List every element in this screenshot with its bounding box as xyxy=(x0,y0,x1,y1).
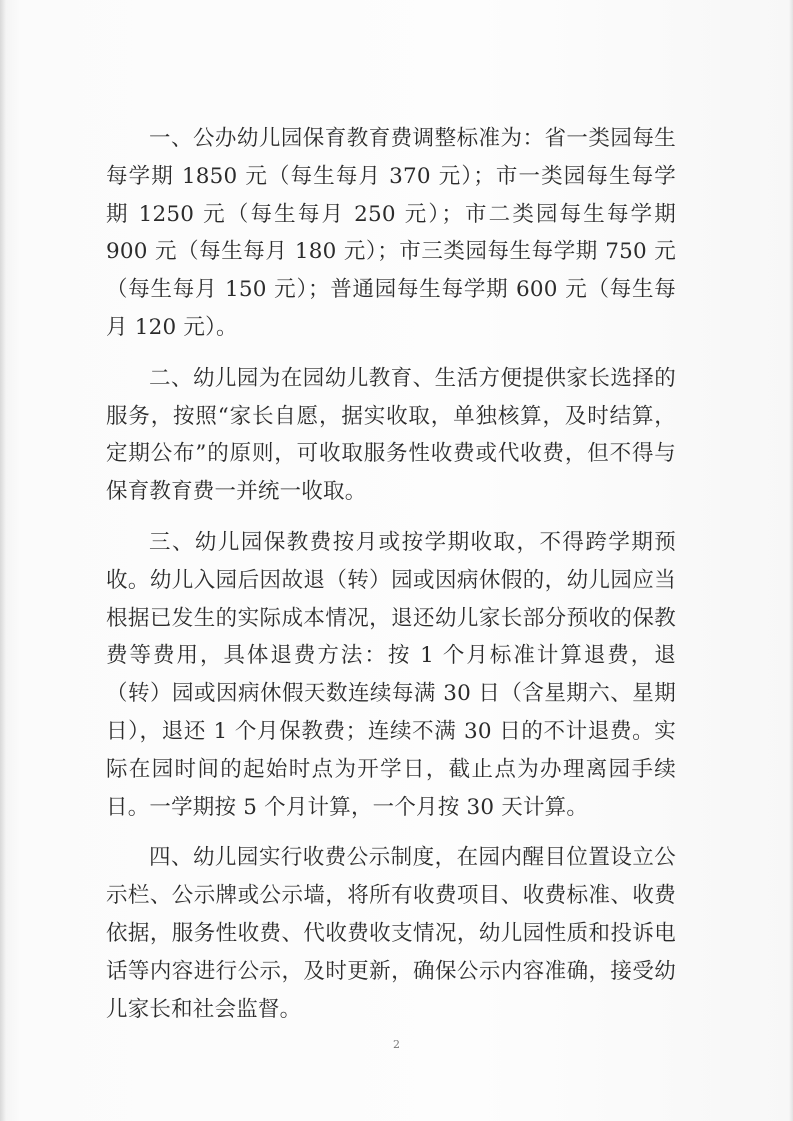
page-number: 2 xyxy=(393,1038,400,1051)
paragraph-service-charges: 二、幼儿园为在园幼儿教育、生活方便提供家长选择的服务，按照“家长自愿，据实收取，单独核算，及时结算，定期公布”的原则，可收取服务性收费或代收费，但不得与保育教育费一并统一收取。 xyxy=(106,365,676,505)
scan-shadow-right xyxy=(789,0,793,1121)
paragraph-refund-policy: 三、幼儿园保教费按月或按学期收取，不得跨学期预收。幼儿入园后因故退（转）园或因病休假的，幼儿园应当根据已发生的实际成本情况，退还幼儿家长部分预收的保教费等费用，具体退费方法：按 1 个月标准计算退费，退（转）园或因病休假天数连续每满 30 日（含星期六、星期日），退还 1 个月保教费；连续不满 30 日的不计退费。实际在园时间的起始时点为开学日，截止点为办理离园手续日。一学期按 5 个月计算，一个月按 30 天计算。 xyxy=(106,529,676,820)
paragraph-fee-disclosure: 四、幼儿园实行收费公示制度，在园内醒目位置设立公示栏、公示牌或公示墙，将所有收费项目、收费标准、收费依据，服务性收费、代收费收支情况，幼儿园性质和投诉电话等内容进行公示，及时更新，确保公示内容准确，接受幼儿家长和社会监督。 xyxy=(106,845,676,1022)
scan-shadow-left xyxy=(0,0,6,1121)
document-body xyxy=(106,120,676,1041)
paragraph-fee-standards: 一、公办幼儿园保育教育费调整标准为：省一类园每生每学期 1850 元（每生每月 370 元）；市一类园每生每学期 1250 元（每生每月 250 元）；市二类园每生每学期 900 元（每生每月 180 元）；市三类园每生每学期 750 元（每生每月 150 元）；普通园每生每学期 600 元（每生每月 120 元）。 xyxy=(106,126,676,340)
